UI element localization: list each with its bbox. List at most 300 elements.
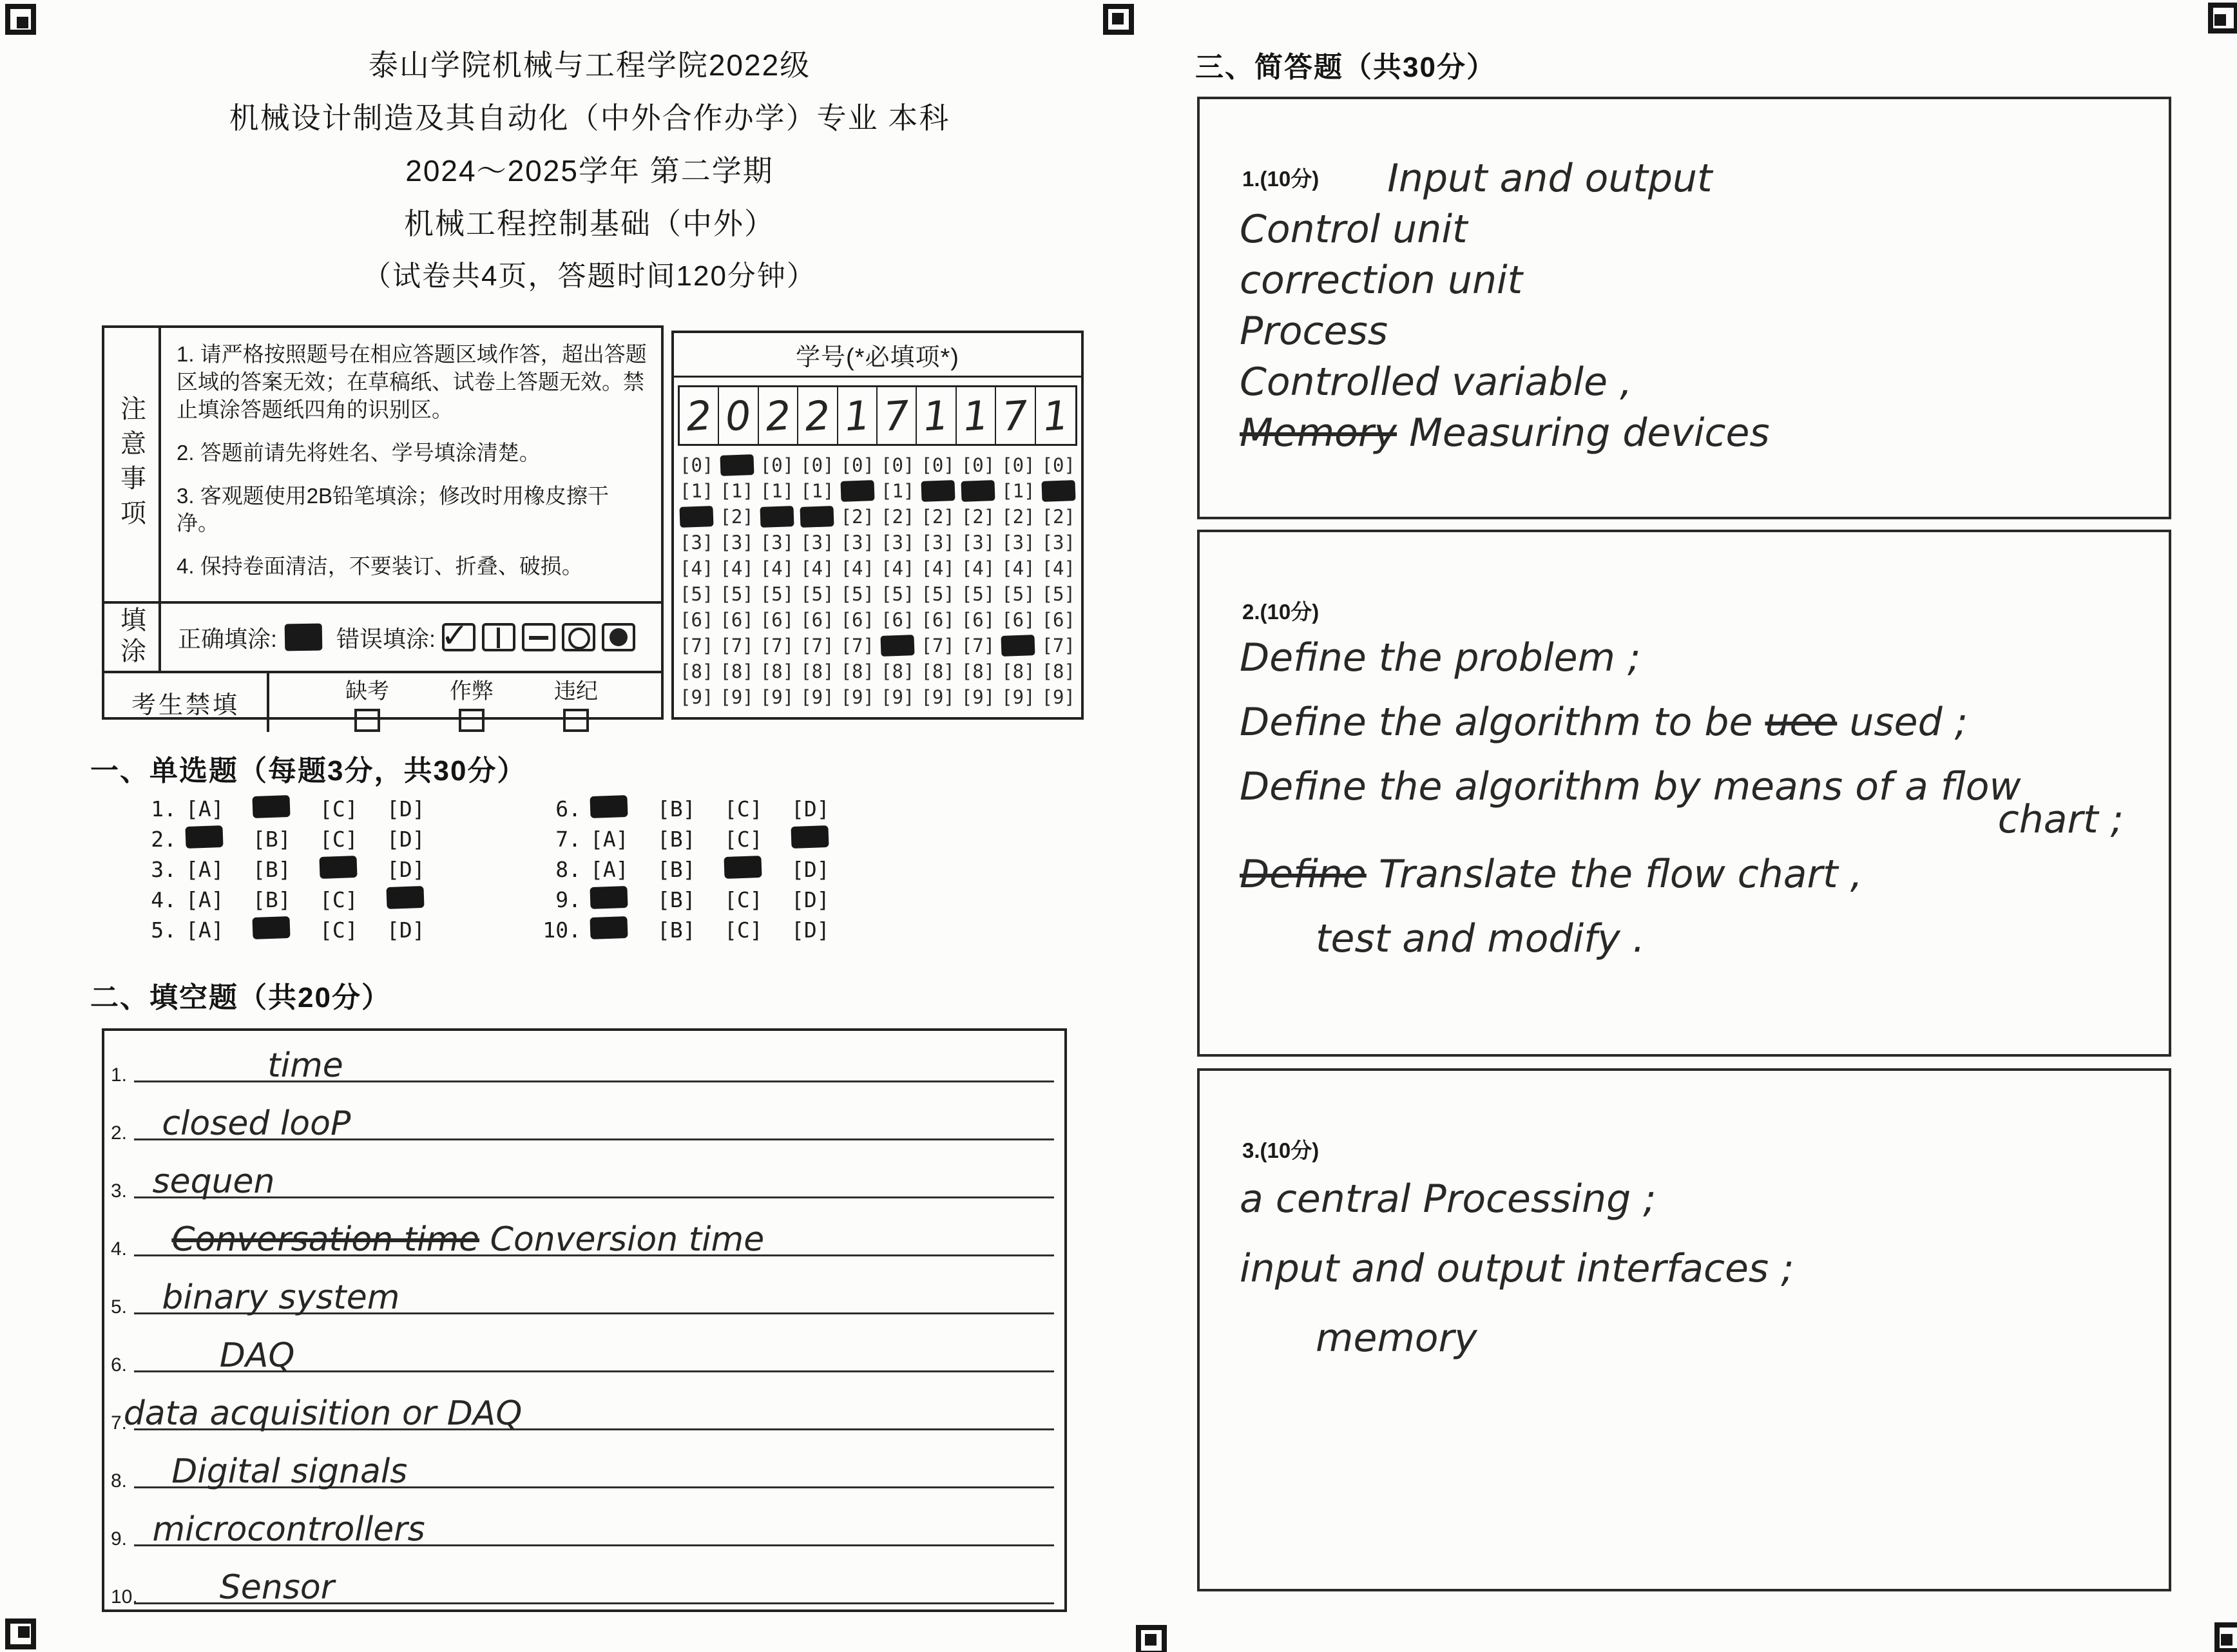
id-bubble: [0] (800, 454, 834, 476)
id-bubble: [6] (881, 609, 915, 631)
id-bubble: [4] (1041, 557, 1075, 579)
id-digit-cell (838, 387, 878, 444)
mcq-option: [B] (657, 887, 696, 912)
mcq-option-filled (252, 794, 290, 818)
mcq-option (590, 917, 657, 944)
mcq-question-number: 5. (151, 917, 177, 943)
mcq-question-number: 4. (151, 887, 177, 912)
id-bubble: [7] (680, 635, 714, 657)
mcq-option: [B] (253, 827, 291, 852)
examiner-only-row (104, 673, 661, 732)
mcq-option-filled (590, 916, 628, 939)
notice-side-label: 注意事项 (104, 328, 161, 601)
id-bubble-filled (760, 506, 794, 528)
examiner-only-label: 考生禁填 (104, 673, 269, 732)
id-bubble: [7] (760, 635, 794, 657)
id-bubble: [4] (961, 557, 995, 579)
id-bubble (677, 504, 716, 530)
mcq-question-number: 7. (555, 827, 581, 852)
blank-answer: binary system (162, 1278, 400, 1317)
mcq-question-row (531, 854, 858, 885)
student-id-bubble-grid (674, 448, 1081, 714)
id-bubble: [2] (1041, 506, 1075, 528)
blank-line (104, 1263, 1064, 1321)
mcq-option: [D] (387, 857, 425, 882)
blank-number: 5. (111, 1296, 128, 1318)
id-bubble-filled (1001, 635, 1035, 657)
id-bubble: [1] (1001, 480, 1035, 502)
id-bubble (958, 478, 998, 504)
notice-items (161, 328, 661, 601)
wrong-fill-label: 错误填涂: (336, 625, 436, 652)
id-bubble: [9] (720, 686, 754, 708)
short-answer-box-1 (1197, 97, 2171, 519)
student-id-handwritten-row (678, 385, 1077, 446)
id-bubble: [6] (921, 609, 955, 631)
blank-answer: time (267, 1046, 343, 1085)
blank-number: 4. (111, 1238, 128, 1260)
mcq-column-2 (531, 794, 858, 945)
vertical-bar-icon (482, 623, 515, 651)
mcq-answer-grid (126, 794, 858, 945)
essay-line (1240, 357, 2169, 408)
mcq-question-number: 6. (555, 796, 581, 821)
notice-table (102, 325, 664, 720)
mcq-option: [A] (186, 796, 224, 821)
mcq-question-number: 2. (151, 827, 177, 852)
id-digit-cell (798, 387, 838, 444)
blank-line (104, 1553, 1064, 1611)
id-bubble: [6] (840, 609, 874, 631)
blank-answer: data acquisition or DAQ (123, 1394, 523, 1433)
id-digit-cell (878, 387, 917, 444)
essay-label-row (1242, 586, 2169, 626)
id-handwritten-digit: 1 (843, 391, 872, 440)
mcq-option (590, 887, 657, 914)
id-handwritten-digit: 1 (961, 391, 990, 440)
blank-answer: sequen (152, 1162, 275, 1201)
student-id-title: 学号(*必填项*) (674, 333, 1081, 378)
school-line: 泰山学院机械与工程学院2022级 (368, 48, 811, 82)
handwriting-segment: Input and output (1387, 156, 1713, 201)
examiner-option-checkbox (563, 709, 589, 732)
fill-samples (161, 604, 661, 671)
id-bubble: [6] (720, 609, 754, 631)
id-bubble: [9] (760, 686, 794, 708)
blank-line (104, 1147, 1064, 1205)
examiner-option-checkbox (354, 709, 380, 732)
notice-item: 1. 请严格按照题号在相应答题区域作答，超出答题区域的答案无效；在草稿纸、试卷上答题无效。禁止填涂答题纸四角的识别区。 (177, 342, 647, 421)
handwriting-segment: Controlled variable , (1240, 360, 1633, 405)
id-bubble: [0] (1001, 454, 1035, 476)
id-bubble: [2] (961, 506, 995, 528)
handwriting-segment: test and modify . (1316, 916, 1645, 961)
id-bubble: [1] (760, 480, 794, 502)
semester-line: 2024～2025学年 第二学期 (405, 154, 774, 187)
id-digit-cell (719, 387, 758, 444)
id-bubble (716, 452, 756, 478)
mcq-question-row (126, 794, 454, 824)
mcq-option-filled (185, 825, 223, 848)
blank-answer: Sensor (219, 1568, 335, 1607)
blank-line (104, 1031, 1064, 1089)
mcq-option (253, 796, 320, 823)
mcq-option: [B] (657, 857, 696, 882)
essay-line (1240, 306, 2169, 357)
id-bubble: [3] (680, 532, 714, 553)
mcq-option: [A] (590, 827, 629, 852)
mcq-option: [C] (320, 917, 358, 943)
mcq-option: [B] (657, 796, 696, 821)
id-bubble: [6] (760, 609, 794, 631)
mcq-option: [C] (320, 827, 358, 852)
mcq-option-filled (724, 855, 762, 878)
essay-line (1316, 907, 2169, 971)
id-bubble: [6] (680, 609, 714, 631)
mcq-question-row (531, 915, 858, 945)
id-handwritten-digit: 2 (763, 391, 792, 440)
id-bubble-filled (921, 480, 955, 502)
id-handwritten-digit: 1 (921, 391, 951, 440)
id-bubble: [5] (720, 583, 754, 605)
mcq-option (791, 826, 858, 853)
blank-number: 7. (111, 1412, 128, 1434)
id-bubble: [9] (1041, 686, 1075, 708)
correct-fill-label: 正确填涂: (178, 625, 278, 652)
id-bubble (998, 633, 1038, 658)
mcq-option: [D] (387, 917, 425, 943)
id-bubble: [9] (800, 686, 834, 708)
blank-number: 1. (111, 1064, 128, 1086)
mcq-column-1 (126, 794, 454, 945)
id-bubble: [8] (840, 660, 874, 682)
blank-line (104, 1437, 1064, 1495)
solid-dot-icon (602, 623, 635, 651)
id-bubble: [5] (921, 583, 955, 605)
id-bubble: [3] (961, 532, 995, 553)
id-bubble: [9] (1001, 686, 1035, 708)
mcq-question-row (126, 915, 454, 945)
id-bubble: [1] (680, 480, 714, 502)
id-digit-cell (1036, 387, 1075, 444)
examiner-option-checkbox (459, 709, 485, 732)
mcq-option-filled (252, 916, 290, 939)
mcq-option: [B] (657, 917, 696, 943)
mcq-option-filled (319, 855, 357, 878)
id-handwritten-digit: 1 (1041, 391, 1070, 440)
essay-label-row (1242, 1125, 2169, 1164)
id-bubble: [9] (881, 686, 915, 708)
handwriting-segment: Define the problem ; (1240, 635, 1641, 680)
id-bubble-filled (961, 480, 995, 502)
id-bubble: [8] (921, 660, 955, 682)
examiner-option (345, 673, 389, 732)
mcq-question-number: 10. (542, 917, 581, 943)
notice-row (104, 328, 661, 604)
handwriting-struck: Memory (1240, 410, 1397, 456)
examiner-option (450, 673, 494, 732)
essay-question-label: 1.(10分) (1242, 167, 1320, 191)
essay-line (1387, 153, 1712, 204)
id-handwritten-digit: 7 (1001, 391, 1030, 440)
essay-line (1240, 626, 2169, 690)
id-bubble: [4] (720, 557, 754, 579)
id-bubble: [8] (760, 660, 794, 682)
blank-number: 3. (111, 1180, 128, 1202)
mcq-option: [D] (791, 796, 830, 821)
id-bubble: [0] (680, 454, 714, 476)
essay-line (1240, 1234, 2169, 1303)
student-id-box (671, 331, 1084, 720)
blank-answer: Conversation time Conversion time (171, 1220, 765, 1259)
mcq-option: [C] (724, 887, 763, 912)
course-line: 机械工程控制基础（中外） (404, 207, 775, 240)
mcq-option (186, 826, 253, 853)
notice-item: 4. 保持卷面清洁，不要装订、折叠、破损。 (177, 554, 583, 579)
id-bubble: [2] (840, 506, 874, 528)
id-bubble: [7] (921, 635, 955, 657)
blank-line (104, 1495, 1064, 1553)
essay-question-label: 2.(10分) (1242, 600, 1320, 624)
id-handwritten-digit: 0 (724, 391, 753, 440)
id-bubble: [6] (1001, 609, 1035, 631)
id-bubble: [6] (961, 609, 995, 631)
id-bubble (878, 633, 917, 658)
mcq-question-row (126, 885, 454, 915)
id-bubble: [8] (720, 660, 754, 682)
handwriting-segment: memory (1316, 1316, 1477, 1361)
id-bubble: [9] (921, 686, 955, 708)
fiducial-marker-bottom-middle (1136, 1625, 1167, 1652)
short-answer-box-3 (1197, 1068, 2171, 1591)
id-bubble: [7] (840, 635, 874, 657)
blank-number: 8. (111, 1470, 128, 1492)
id-digit-cell (680, 387, 719, 444)
mcq-option: [D] (791, 887, 830, 912)
id-bubble: [8] (800, 660, 834, 682)
handwriting-segment: Measuring devices (1397, 410, 1770, 456)
id-bubble: [8] (680, 660, 714, 682)
mcq-option: [A] (186, 917, 224, 943)
id-handwritten-digit: 7 (882, 391, 911, 440)
essay-line (1316, 1303, 2169, 1373)
id-bubble (757, 504, 797, 530)
id-bubble: [2] (881, 506, 915, 528)
id-bubble-filled (720, 454, 754, 476)
blank-answer: closed looP (162, 1104, 351, 1143)
id-bubble: [7] (720, 635, 754, 657)
id-bubble: [0] (961, 454, 995, 476)
essay-line (1240, 204, 2169, 255)
id-bubble-filled (1041, 480, 1075, 502)
id-bubble: [4] (760, 557, 794, 579)
id-bubble: [6] (1041, 609, 1075, 631)
mcq-question-row (531, 794, 858, 824)
mcq-option: [C] (320, 887, 358, 912)
mcq-option-filled (791, 825, 829, 848)
mcq-question-row (126, 854, 454, 885)
id-bubble: [4] (840, 557, 874, 579)
id-bubble: [2] (720, 506, 754, 528)
fiducial-marker-bottom-right (2214, 1622, 2237, 1652)
id-bubble: [5] (800, 583, 834, 605)
mcq-option: [B] (253, 857, 291, 882)
id-bubble: [4] (680, 557, 714, 579)
examiner-option-label: 缺考 (345, 679, 389, 704)
handwriting-segment: used ; (1837, 700, 1968, 745)
handwriting-segment: Process (1240, 309, 1388, 354)
mcq-option-filled (590, 794, 628, 818)
id-bubble: [7] (961, 635, 995, 657)
blank-number: 2. (111, 1122, 128, 1144)
mcq-option: [D] (387, 827, 425, 852)
blank-line (104, 1205, 1064, 1263)
id-bubble: [0] (881, 454, 915, 476)
examiner-option-label: 作弊 (450, 679, 494, 704)
fiducial-marker-top-left (5, 4, 36, 35)
handwriting-segment: Control unit (1240, 207, 1468, 252)
correct-fill-icon (285, 624, 323, 651)
mcq-option-filled (386, 885, 424, 908)
id-bubble: [5] (680, 583, 714, 605)
id-bubble: [0] (921, 454, 955, 476)
mcq-option (253, 917, 320, 944)
fill-sample-row (104, 604, 661, 673)
essay-question-label: 3.(10分) (1242, 1138, 1320, 1162)
exam-title-block (97, 39, 1082, 303)
id-bubble: [5] (1001, 583, 1035, 605)
handwriting-segment: Define the algorithm by means of a flow (1240, 764, 2021, 809)
essay-line (1240, 690, 2169, 754)
fill-side-label: 填涂 (104, 604, 161, 671)
id-bubble: [5] (840, 583, 874, 605)
id-bubble: [3] (1001, 532, 1035, 553)
handwriting-struck: uee (1765, 700, 1838, 745)
id-bubble-filled (800, 506, 834, 528)
mcq-option: [A] (186, 857, 224, 882)
id-bubble: [8] (1041, 660, 1075, 682)
essay-line (1240, 255, 2169, 306)
mcq-option-filled (590, 885, 628, 908)
id-bubble: [5] (1041, 583, 1075, 605)
fiducial-marker-top-middle (1103, 4, 1134, 35)
examiner-option-label: 违纪 (554, 679, 598, 704)
mcq-option (724, 856, 791, 883)
handwriting-segment: a central Processing ; (1240, 1177, 1656, 1222)
id-bubble: [4] (1001, 557, 1035, 579)
examiner-only-options (269, 673, 661, 732)
id-bubble: [3] (1041, 532, 1075, 553)
hollow-circle-icon (562, 623, 595, 651)
id-bubble: [5] (961, 583, 995, 605)
blank-line (104, 1379, 1064, 1437)
mcq-option: [C] (320, 796, 358, 821)
mcq-option: [B] (253, 887, 291, 912)
mcq-option: [A] (590, 857, 629, 882)
id-bubble: [8] (961, 660, 995, 682)
id-bubble-filled (680, 506, 714, 528)
essay-line (1240, 842, 2169, 907)
mcq-question-number: 9. (555, 887, 581, 912)
mcq-option: [B] (657, 827, 696, 852)
fiducial-marker-top-right (2208, 3, 2237, 34)
blank-line (104, 1321, 1064, 1379)
notice-item: 2. 答题前请先将姓名、学号填涂清楚。 (177, 440, 541, 465)
mcq-option: [D] (387, 796, 425, 821)
id-bubble: [3] (921, 532, 955, 553)
mcq-option: [D] (791, 857, 830, 882)
id-bubble (838, 478, 878, 504)
mcq-question-number: 8. (555, 857, 581, 882)
id-bubble: [2] (921, 506, 955, 528)
id-bubble: [4] (921, 557, 955, 579)
id-digit-cell (957, 387, 996, 444)
id-digit-cell (996, 387, 1035, 444)
section3-title: 三、简答题（共30分） (1195, 52, 1496, 83)
blank-answer: Digital signals (171, 1452, 408, 1491)
essay-label-row (1242, 153, 2169, 204)
id-bubble: [3] (881, 532, 915, 553)
id-bubble: [1] (720, 480, 754, 502)
id-bubble: [4] (881, 557, 915, 579)
id-bubble: [9] (961, 686, 995, 708)
handwriting-segment: input and output interfaces ; (1240, 1246, 1794, 1291)
mcq-option (590, 796, 657, 823)
id-bubble: [7] (800, 635, 834, 657)
handwriting-segment: chart ; (1997, 797, 2124, 842)
id-bubble: [2] (1001, 506, 1035, 528)
id-digit-cell (917, 387, 956, 444)
mcq-question-row (531, 885, 858, 915)
id-bubble-filled (840, 480, 874, 502)
duration-line: （试卷共4页，答题时间120分钟） (363, 260, 816, 292)
mcq-option: [C] (724, 827, 763, 852)
id-bubble: [9] (680, 686, 714, 708)
section1-title: 一、单选题（每题3分，共30分） (90, 755, 527, 787)
id-bubble: [1] (800, 480, 834, 502)
handwriting-segment: correction unit (1240, 258, 1523, 303)
id-bubble: [0] (760, 454, 794, 476)
id-bubble: [0] (840, 454, 874, 476)
check-mark-icon (442, 623, 475, 651)
short-answer-box-2 (1197, 530, 2171, 1057)
blank-answer: microcontrollers (152, 1510, 425, 1549)
mcq-option (320, 856, 387, 883)
id-bubble: [3] (720, 532, 754, 553)
id-bubble: [3] (760, 532, 794, 553)
mcq-question-number: 3. (151, 857, 177, 882)
handwriting-struck: Define (1240, 852, 1367, 897)
examiner-option (554, 673, 598, 732)
id-bubble: [3] (800, 532, 834, 553)
id-bubble: [9] (840, 686, 874, 708)
mcq-option: [A] (186, 887, 224, 912)
blank-line (104, 1089, 1064, 1147)
essay-line (1240, 1164, 2169, 1234)
id-bubble: [8] (881, 660, 915, 682)
handwriting-segment: Define the algorithm to be (1240, 700, 1765, 745)
id-bubble (917, 478, 957, 504)
essay-line (1240, 408, 2169, 459)
id-bubble: [8] (1001, 660, 1035, 682)
id-bubble-filled (881, 635, 915, 657)
mcq-question-row (126, 824, 454, 854)
blank-number: 6. (111, 1354, 128, 1376)
id-bubble (797, 504, 837, 530)
notice-item: 3. 客观题使用2B铅笔填涂；修改时用橡皮擦干净。 (177, 483, 610, 535)
fill-in-blanks-box (102, 1028, 1067, 1612)
horizontal-bar-icon (522, 623, 555, 651)
